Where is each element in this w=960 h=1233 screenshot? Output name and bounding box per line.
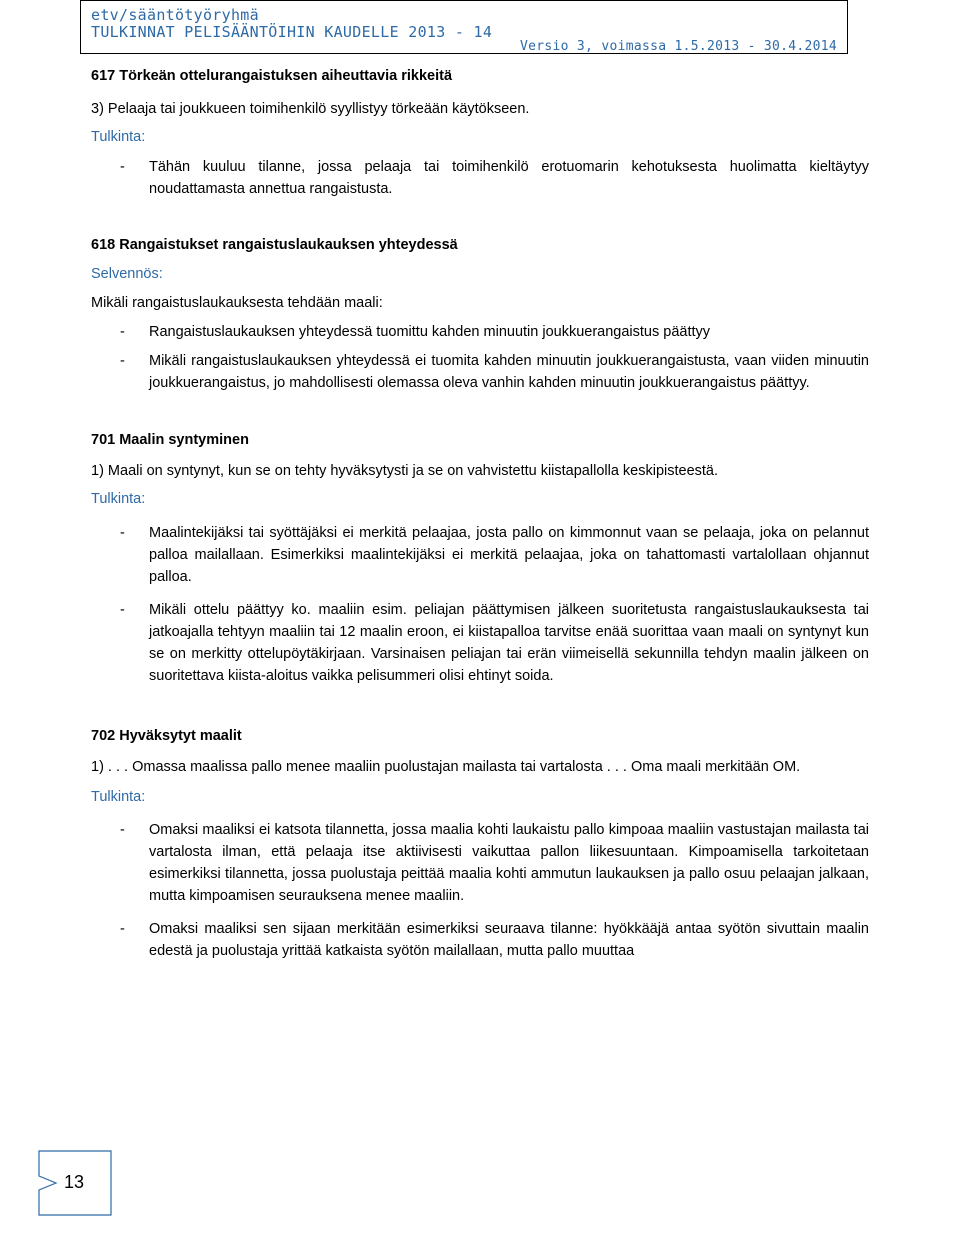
header-title: TULKINNAT PELISÄÄNTÖIHIN KAUDELLE 2013 - 14 bbox=[91, 23, 493, 41]
section-702-item bbox=[91, 918, 869, 962]
bullet-dash: - bbox=[120, 602, 125, 618]
section-702-item bbox=[91, 819, 869, 907]
section-701-item bbox=[91, 599, 869, 687]
document-body bbox=[91, 65, 869, 962]
section-702-label: Tulkinta: bbox=[91, 789, 146, 805]
section-617-heading: 617 Törkeän ottelurangaistuksen aiheuttavia rikkeitä bbox=[91, 68, 453, 84]
item-text: Mikäli rangaistuslaukauksen yhteydessä ei tuomita kahden minuutin joukkuerangaistusta, vaan viiden minuutin joukkuerangaistus, jo mahdollisesti olemassa oleva vanhin kahden minuutin joukkuerangaistus päättyy. bbox=[149, 353, 869, 391]
item-text: Maalintekijäksi tai syöttäjäksi ei merkitä pelaajaa, josta pallo on kimmonnut vaan se pelaaja, joka on pelannut palloa mailallaan. Esimerkiksi maalintekijäksi ei merkitä pelaajaa, joka on tahattomasti vartalollaan ohjannut palloa. bbox=[149, 525, 869, 585]
section-617-label: Tulkinta: bbox=[91, 129, 146, 145]
header-organization: etv/sääntötyöryhmä bbox=[91, 6, 259, 24]
page-number: 13 bbox=[63, 1172, 85, 1192]
item-text: Tähän kuuluu tilanne, jossa pelaaja tai toimihenkilö erotuomarin kehotuksesta huolimatta kieltäytyy noudattamasta annettua rangaistusta. bbox=[149, 159, 869, 197]
section-702-heading: 702 Hyväksytyt maalit bbox=[91, 728, 242, 744]
header-version: Versio 3, voimassa 1.5.2013 - 30.4.2014 bbox=[520, 39, 837, 54]
section-701-heading: 701 Maalin syntyminen bbox=[91, 432, 249, 448]
section-617-rule: 3) Pelaaja tai joukkueen toimihenkilö syyllistyy törkeään käytökseen. bbox=[91, 101, 530, 117]
section-701-label: Tulkinta: bbox=[91, 491, 146, 507]
section-618-item bbox=[91, 350, 869, 394]
item-text: Rangaistuslaukauksen yhteydessä tuomittu kahden minuutin joukkuerangaistus päättyy bbox=[149, 324, 711, 340]
section-701-item bbox=[91, 522, 869, 588]
page-header bbox=[80, 0, 848, 54]
section-618-intro: Mikäli rangaistuslaukauksesta tehdään maali: bbox=[91, 295, 383, 311]
item-text: Mikäli ottelu päättyy ko. maaliin esim. peliajan päättymisen jälkeen suoritetusta rangaistuslaukauksesta tai jatkoajalla tehtyyn maaliin tai 12 maalin eroon, ei kiistapalloa tarvitse enää suorittaa vaan maali on syntynyt kun se on merkitty ottelupöytäkirjaan. Varsinaisen peliajan tai erän viimeisellä sekunnilla tehdyn maalin jälkeen on suoritettava kiista-aloitus vaikka pelisummeri olisi ehtinyt soida. bbox=[149, 602, 869, 684]
bullet-dash: - bbox=[120, 353, 125, 369]
bullet-dash: - bbox=[120, 159, 125, 175]
section-702-rule: 1) . . . Omassa maalissa pallo menee maaliin puolustajan mailasta tai vartalosta . . . Oma maali merkitään OM. bbox=[91, 759, 801, 775]
section-701-rule: 1) Maali on syntynyt, kun se on tehty hyväksytysti ja se on vahvistettu kiistapallolla keskipisteestä. bbox=[91, 463, 719, 479]
item-text: Omaksi maaliksi sen sijaan merkitään esimerkiksi seuraava tilanne: hyökkääjä antaa syötön sivuttain maalin edestä ja puolustaja yrittää katkaista syötön mailallaan, mutta pallo muuttaa bbox=[149, 921, 869, 959]
bullet-dash: - bbox=[120, 324, 125, 340]
section-618-item bbox=[91, 321, 869, 343]
section-618-label: Selvennös: bbox=[91, 266, 163, 282]
item-text: Omaksi maaliksi ei katsota tilannetta, jossa maalia kohti laukaistu pallo kimpoaa maaliin vastustajan mailasta tai vartalosta ilman, että pelaaja itse aktiivisesti vaikuttaa pallon liikesuuntaan. Kimpoamisella tarkoitetaan esimerkiksi tilannetta, jossa puolustaja peittää maalia kohti ammutun laukauksen ja pallo osuu pelaajan jalkaan, mutta kimpoamisen seurauksena menee maaliin. bbox=[149, 822, 869, 904]
section-617-item bbox=[91, 156, 869, 200]
bullet-dash: - bbox=[120, 822, 125, 838]
section-618-heading: 618 Rangaistukset rangaistuslaukauksen yhteydessä bbox=[91, 237, 458, 253]
bullet-dash: - bbox=[120, 525, 125, 541]
bullet-dash: - bbox=[120, 921, 125, 937]
